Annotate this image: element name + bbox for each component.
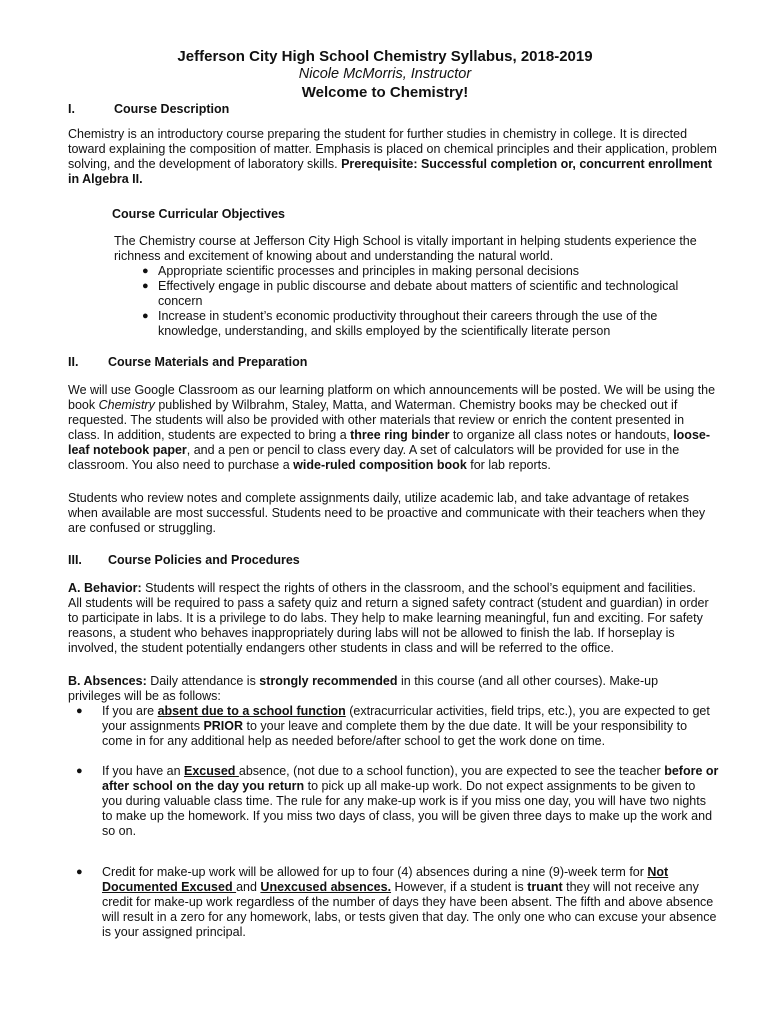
text-line: when available are most successful. Students need to be proactive and communicate with their teachers when they <box>68 506 706 520</box>
emphasis-text: Not <box>647 865 669 879</box>
text-line <box>102 880 730 895</box>
text-line <box>102 764 730 779</box>
text-line: credit for make-up work regardless of the number of days they have been absent. The fifth and above absence <box>102 895 714 909</box>
text-line <box>102 719 730 734</box>
text-line: you during valuable class time. The rule for any make-up work is if you miss one day, you will have two nights <box>102 794 706 808</box>
emphasis-text: before or <box>664 764 719 778</box>
emphasis-text: loose- <box>673 428 711 442</box>
text-run: However, if a student is <box>391 880 528 894</box>
section-heading-course-materials <box>68 355 468 371</box>
emphasis-text: Excused <box>184 764 239 778</box>
text-line: privileges will be as follows: <box>68 689 221 703</box>
text-line: richness and excitement of knowing about and understanding the natural world. <box>114 249 554 263</box>
objectives-heading: Course Curricular Objectives <box>112 207 285 221</box>
prerequisite-text: Prerequisite: Successful completion or, concurrent enrollment <box>341 157 713 171</box>
text-run: classroom. You also need to purchase a <box>68 458 294 472</box>
text-line: requested. The students will also be provided with other materials that review or enrich the content presented in <box>68 413 685 427</box>
text-run: book <box>68 398 99 412</box>
text-line: Students who review notes and complete assignments daily, utilize academic lab, and take advantage of retakes <box>68 491 689 505</box>
text-run: Students will respect the rights of others in the classroom, and the school’s equipment and facilities. <box>141 581 696 595</box>
objectives-block <box>114 234 726 264</box>
text-line: toward explaining the composition of matter. Emphasis is placed on chemical principles and their application, problem <box>68 142 717 156</box>
bullet-icon: ● <box>142 280 149 292</box>
text-line <box>68 157 726 172</box>
text-run: class. In addition, students are expected to bring a <box>68 428 351 442</box>
emphasis-text: strongly recommended <box>259 674 398 688</box>
section-number: III. <box>68 553 82 567</box>
instructor-line: Nicole McMorris, Instructor <box>298 66 472 82</box>
text-run: to your leave and complete them by the due date. It will be your responsibility to <box>243 719 688 733</box>
emphasis-text: Documented Excused <box>102 880 237 894</box>
list-item: Increase in student’s economic productivity throughout their careers through the use of the <box>158 309 658 323</box>
text-run: they will not receive any <box>562 880 699 894</box>
text-line: Chemistry is an introductory course preparing the student for further studies in chemistry in college. It is directed <box>68 127 688 141</box>
text-line <box>102 865 730 880</box>
text-line: reasons, a student who behaves inappropriately during labs will not be allowed to finish the lab. If horseplay is <box>68 626 675 640</box>
emphasis-text: three ring binder <box>350 428 450 442</box>
book-title: Chemistry <box>98 398 155 412</box>
text-line <box>68 674 726 689</box>
text-line <box>68 428 726 443</box>
list-item: Effectively engage in public discourse and debate about matters of scientific and technological <box>158 279 679 293</box>
document-title: Jefferson City High School Chemistry Syllabus, 2018-2019 <box>177 48 593 65</box>
text-line: All students will be required to pass a safety quiz and return a signed safety contract (student and guardian) in order <box>68 596 709 610</box>
bullet-icon: ● <box>76 765 83 777</box>
text-line: will result in a zero for any homework, labs, or tests given that day. The only one who can excuse your absence <box>102 910 717 924</box>
text-run: If you are <box>102 704 158 718</box>
materials-paragraph <box>68 383 726 473</box>
bullet-icon: ● <box>76 866 83 878</box>
text-line: We will use Google Classroom as our learning platform on which announcements will be posted. We will be using the <box>68 383 716 397</box>
section-heading-course-description <box>68 102 468 118</box>
bullet-icon: ● <box>76 705 83 717</box>
text-line: to make up the homework. If you miss two days of class, you will be given three days to make up the work and <box>102 809 713 823</box>
subsection-label: A. Behavior: <box>68 581 142 595</box>
text-run: Daily attendance is <box>146 674 260 688</box>
text-line: to participate in labs. It is a privilege to do labs. They help to make learning meaningful, fun and exciting. For safety <box>68 611 703 625</box>
course-description-paragraph <box>68 127 726 187</box>
section-title: Course Materials and Preparation <box>108 355 308 369</box>
text-run: published by Wilbrahm, Staley, Matta, and Waterman. Chemistry books may be checked out if <box>154 398 678 412</box>
welcome-heading: Welcome to Chemistry! <box>301 84 469 101</box>
emphasis-text: leaf notebook paper <box>68 443 187 457</box>
absence-rule-excused <box>76 764 730 839</box>
bullet-icon: ● <box>142 310 149 322</box>
list-item: Appropriate scientific processes and principles in making personal decisions <box>158 264 580 278</box>
bullet-icon: ● <box>142 265 149 277</box>
text-run: , and a pen or pencil to class every day. A set of calculators will be provided for use in the <box>186 443 680 457</box>
absence-rule-makeup-credit <box>76 865 730 940</box>
section-heading-course-policies <box>68 553 468 569</box>
section-number: II. <box>68 355 79 369</box>
text-line <box>68 443 726 458</box>
text-line <box>102 704 730 719</box>
text-run: (extracurricular activities, field trips, etc.), you are expected to get <box>345 704 710 718</box>
emphasis-text: absent due to a school function <box>157 704 346 718</box>
objectives-list <box>142 264 726 339</box>
emphasis-text: truant <box>527 880 563 894</box>
text-line: are confused or struggling. <box>68 521 217 535</box>
text-line: involved, the student potentially endangers other students in class and will be referred to the office. <box>68 641 614 655</box>
text-line: so on. <box>102 824 137 838</box>
text-line <box>68 458 726 473</box>
text-run: to pick up all make-up work. Do not expect assignments to be given to <box>304 779 696 793</box>
text-run: solving, and the development of laboratory skills. <box>68 157 342 171</box>
emphasis-text: PRIOR <box>203 719 244 733</box>
text-run: absence, (not due to a school function), you are expected to see the teacher <box>238 764 665 778</box>
list-item-continued: concern <box>158 294 203 308</box>
text-line <box>68 398 726 413</box>
text-line <box>102 779 730 794</box>
emphasis-text: Unexcused absences. <box>260 880 392 894</box>
absences-paragraph <box>68 674 726 704</box>
behavior-paragraph <box>68 581 726 656</box>
text-run: and <box>236 880 261 894</box>
emphasis-text: wide-ruled composition book <box>293 458 467 472</box>
text-run: your assignments <box>102 719 204 733</box>
section-title: Course Description <box>114 102 230 116</box>
emphasis-text: after school on the day you return <box>102 779 305 793</box>
text-run: Credit for make-up work will be allowed for up to four (4) absences during a nine (9)-week term for <box>102 865 648 879</box>
text-run: in this course (and all other courses). Make-up <box>397 674 659 688</box>
text-line: is your assigned principal. <box>102 925 246 939</box>
list-item-continued: knowledge, understanding, and skills employed by the scientifically literate person <box>158 324 611 338</box>
study-tips-paragraph <box>68 491 726 536</box>
section-title: Course Policies and Procedures <box>108 553 300 567</box>
text-line <box>68 581 726 596</box>
text-run: to organize all class notes or handouts, <box>449 428 674 442</box>
text-line <box>68 172 726 187</box>
text-run: If you have an <box>102 764 185 778</box>
text-line: come in for any additional help as needed before/after school to get the work done on time. <box>102 734 606 748</box>
absence-rule-school-function <box>76 704 730 749</box>
subsection-label: B. Absences: <box>68 674 147 688</box>
section-number: I. <box>68 102 75 116</box>
prerequisite-text: in Algebra II. <box>68 172 143 186</box>
text-line: The Chemistry course at Jefferson City High School is vitally important in helping students experience the <box>114 234 697 248</box>
text-run: for lab reports. <box>466 458 551 472</box>
